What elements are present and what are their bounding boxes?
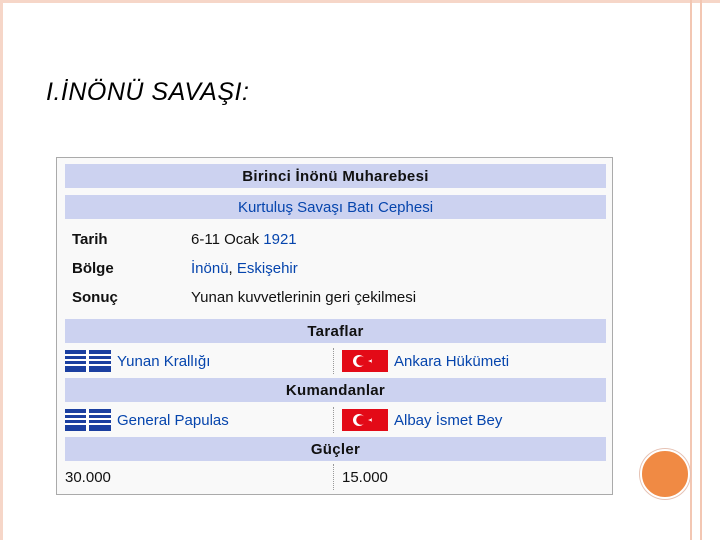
decorative-orange-circle [640, 449, 690, 499]
result-label: Sonuç [72, 289, 118, 306]
slide-left-border [0, 0, 3, 540]
infobox-title: Birinci İnönü Muharebesi [65, 164, 606, 188]
eskisehir-link[interactable]: Eskişehir [236, 260, 298, 277]
greece-flag-icon [65, 350, 111, 372]
column-separator [333, 348, 334, 374]
greece-flag-icon [65, 409, 111, 431]
slide-top-border [0, 0, 720, 3]
place-label: Bölge [72, 260, 114, 277]
commander-right [342, 407, 502, 433]
slide-right-border-line-2 [700, 0, 702, 540]
column-separator [333, 464, 334, 490]
date-value-text: 6-11 Ocak [191, 231, 264, 248]
side-left-link[interactable]: Yunan Krallığı [117, 352, 211, 370]
section-sides-header: Taraflar [65, 319, 606, 343]
date-value [191, 231, 297, 248]
infobox-subtitle[interactable] [65, 195, 606, 219]
forces-left: 30.000 [65, 468, 111, 486]
side-right [342, 348, 509, 374]
battle-infobox [56, 157, 613, 495]
column-separator [333, 407, 334, 433]
commander-left-link[interactable]: General Papulas [117, 411, 229, 429]
place-separator: , [228, 260, 237, 277]
turkey-flag-icon [342, 409, 388, 431]
forces-right: 15.000 [342, 468, 388, 486]
slide-title: I.İNÖNÜ SAVAŞI: [46, 78, 250, 106]
side-right-link[interactable]: Ankara Hükümeti [394, 352, 510, 370]
date-label: Tarih [72, 231, 108, 248]
result-value: Yunan kuvvetlerinin geri çekilmesi [191, 289, 417, 306]
year-link[interactable]: 1921 [263, 231, 297, 248]
commander-right-link[interactable]: Albay İsmet Bey [394, 411, 503, 429]
section-forces-header: Güçler [65, 437, 606, 461]
place-value [191, 260, 298, 277]
section-commanders-header: Kumandanlar [65, 378, 606, 402]
turkey-flag-icon [342, 350, 388, 372]
inonu-link[interactable]: İnönü [191, 260, 229, 277]
commander-left [65, 407, 229, 433]
slide-right-border-line [690, 0, 692, 540]
subtitle-link[interactable]: Kurtuluş Savaşı Batı Cephesi [237, 198, 434, 216]
side-left [65, 348, 210, 374]
